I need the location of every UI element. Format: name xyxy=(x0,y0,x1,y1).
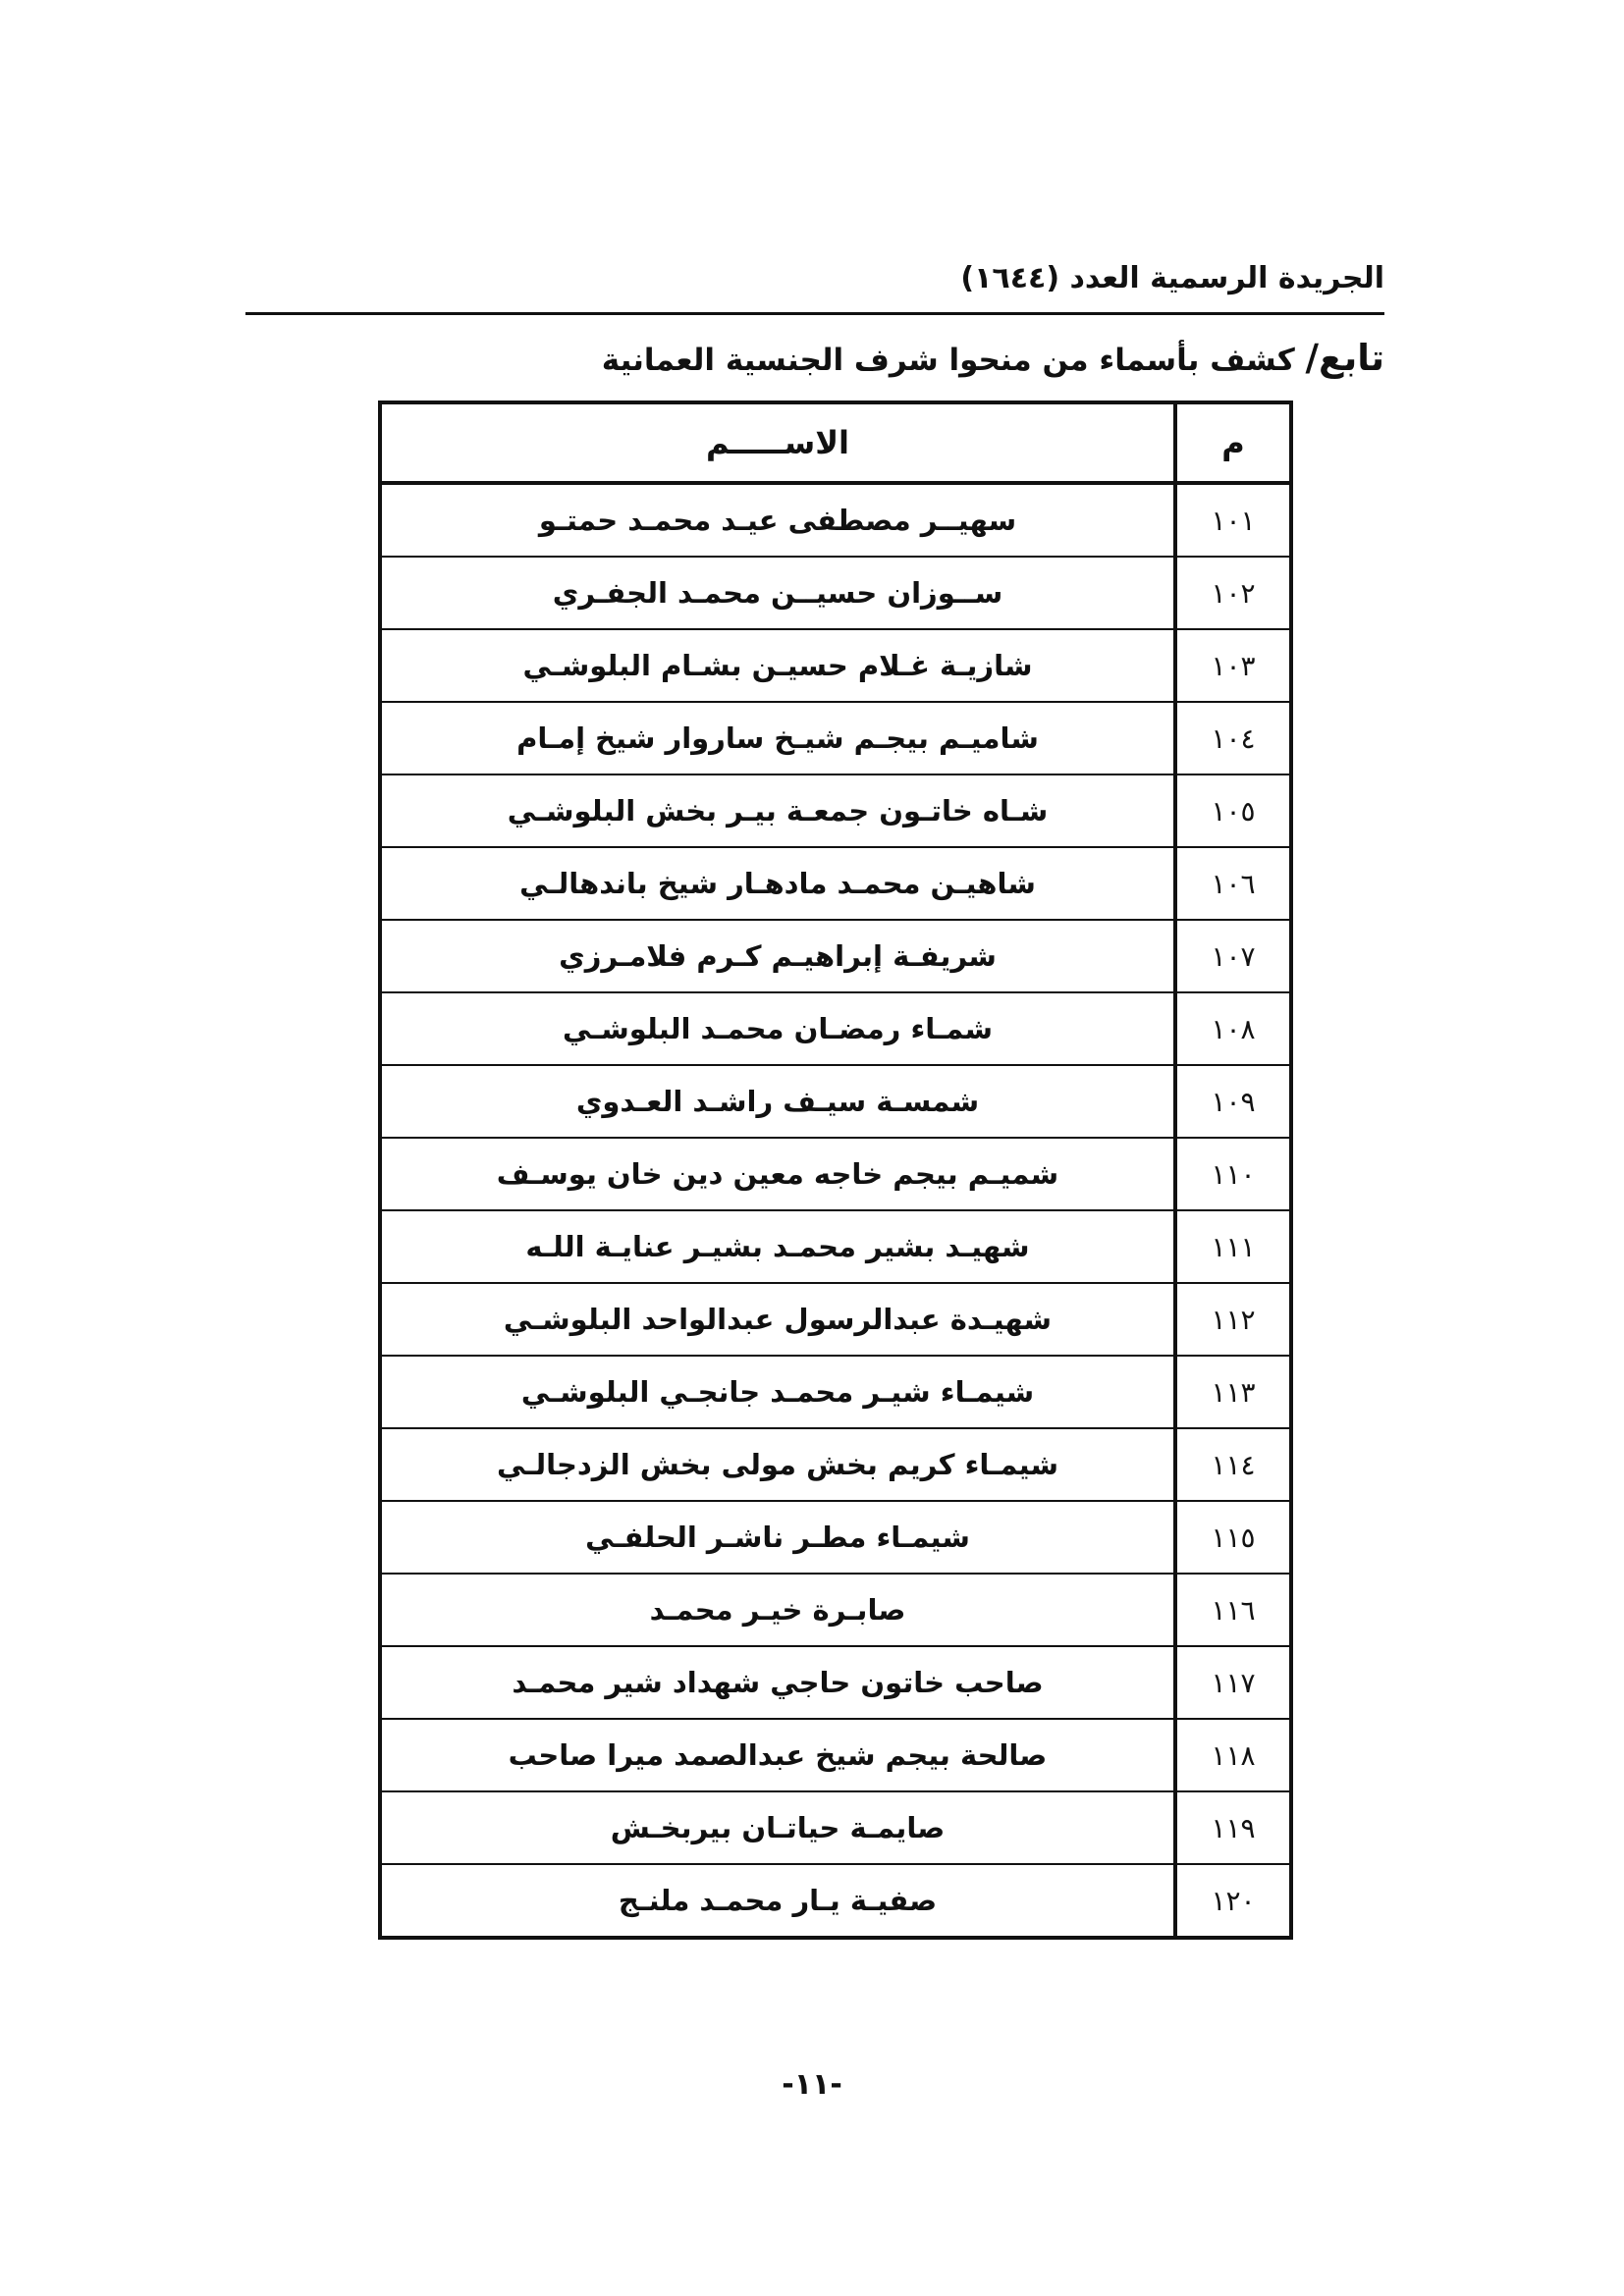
heading-text: كشف بأسماء من منحوا شرف الجنسية العمانية xyxy=(601,343,1295,378)
table-row xyxy=(380,1574,1291,1646)
row-number: ١١٥ xyxy=(1175,1501,1291,1574)
row-number: ١١٢ xyxy=(1175,1283,1291,1356)
row-number: ١١٩ xyxy=(1175,1791,1291,1864)
table-row xyxy=(380,920,1291,992)
table-row xyxy=(380,1646,1291,1719)
table-row xyxy=(380,483,1291,557)
row-number: ١٠٢ xyxy=(1175,557,1291,629)
row-number: ١٢٠ xyxy=(1175,1864,1291,1938)
row-name: شهيـد بشير محمـد بشيـر عنايـة اللـه xyxy=(380,1210,1175,1283)
row-name: شهيـدة عبدالرسول عبدالواحد البلوشـي xyxy=(380,1283,1175,1356)
names-table xyxy=(378,400,1293,1940)
table-header-row xyxy=(380,402,1291,483)
row-number: ١١٣ xyxy=(1175,1356,1291,1428)
table-row xyxy=(380,1501,1291,1574)
table-row xyxy=(380,1138,1291,1210)
running-header: الجريدة الرسمية العدد (١٦٤٤) xyxy=(960,261,1384,295)
table-row xyxy=(380,847,1291,920)
row-name: شاميـم بيجـم شيـخ ساروار شيخ إمـام xyxy=(380,702,1175,774)
table-row xyxy=(380,557,1291,629)
column-header-name: الاســـــم xyxy=(380,402,1175,483)
row-name: سهيــر مصطفى عيـد محمـد حمتـو xyxy=(380,483,1175,557)
row-number: ١١١ xyxy=(1175,1210,1291,1283)
header-rule xyxy=(245,312,1384,315)
row-number: ١٠٦ xyxy=(1175,847,1291,920)
table-row xyxy=(380,1283,1291,1356)
table-row xyxy=(380,1356,1291,1428)
section-heading xyxy=(245,334,1384,385)
row-name: صالحة بيجم شيخ عبدالصمد ميرا صاحب xyxy=(380,1719,1175,1791)
row-name: شميـم بيجم خاجه معين دين خان يوسـف xyxy=(380,1138,1175,1210)
row-name: شـاه خاتـون جمعـة بيـر بخش البلوشـي xyxy=(380,774,1175,847)
row-number: ١٠٤ xyxy=(1175,702,1291,774)
table-row xyxy=(380,1719,1291,1791)
row-name: شريفـة إبراهيـم كـرم فلامـرزي xyxy=(380,920,1175,992)
row-number: ١١٦ xyxy=(1175,1574,1291,1646)
column-header-number: م xyxy=(1175,402,1291,483)
row-number: ١١٤ xyxy=(1175,1428,1291,1501)
row-number: ١٠٣ xyxy=(1175,629,1291,702)
table-row xyxy=(380,992,1291,1065)
row-name: شازيـة غـلام حسيـن بشـام البلوشـي xyxy=(380,629,1175,702)
row-name: شاهيـن محمـد مادهـار شيخ باندهالـي xyxy=(380,847,1175,920)
table-row xyxy=(380,1428,1291,1501)
table-row xyxy=(380,1065,1291,1138)
table-row xyxy=(380,1864,1291,1938)
row-number: ١٠٩ xyxy=(1175,1065,1291,1138)
row-number: ١٠٧ xyxy=(1175,920,1291,992)
table-row xyxy=(380,1791,1291,1864)
row-name: شيمـاء مطـر ناشـر الحلفـي xyxy=(380,1501,1175,1574)
row-name: صفيـة يـار محمـد ملنـج xyxy=(380,1864,1175,1938)
row-name: صابـرة خيـر محمـد xyxy=(380,1574,1175,1646)
heading-lead: تابع/ xyxy=(1305,337,1384,379)
page-number: -١١- xyxy=(782,2067,842,2102)
row-name: شمسـة سيـف راشـد العـدوي xyxy=(380,1065,1175,1138)
table-row xyxy=(380,702,1291,774)
row-number: ١٠٥ xyxy=(1175,774,1291,847)
row-number: ١١٨ xyxy=(1175,1719,1291,1791)
row-number: ١٠٨ xyxy=(1175,992,1291,1065)
table-row xyxy=(380,774,1291,847)
row-name: ســوزان حسيــن محمـد الجفـري xyxy=(380,557,1175,629)
row-number: ١٠١ xyxy=(1175,483,1291,557)
row-name: شمـاء رمضـان محمـد البلوشـي xyxy=(380,992,1175,1065)
row-number: ١١٠ xyxy=(1175,1138,1291,1210)
row-name: شيمـاء كريم بخش مولى بخش الزدجالـي xyxy=(380,1428,1175,1501)
table-row xyxy=(380,629,1291,702)
row-name: صاحب خاتون حاجي شهداد شير محمـد xyxy=(380,1646,1175,1719)
row-number: ١١٧ xyxy=(1175,1646,1291,1719)
row-name: صايمـة حياتـان بيربخـش xyxy=(380,1791,1175,1864)
row-name: شيمـاء شيـر محمـد جانجـي البلوشـي xyxy=(380,1356,1175,1428)
table-row xyxy=(380,1210,1291,1283)
